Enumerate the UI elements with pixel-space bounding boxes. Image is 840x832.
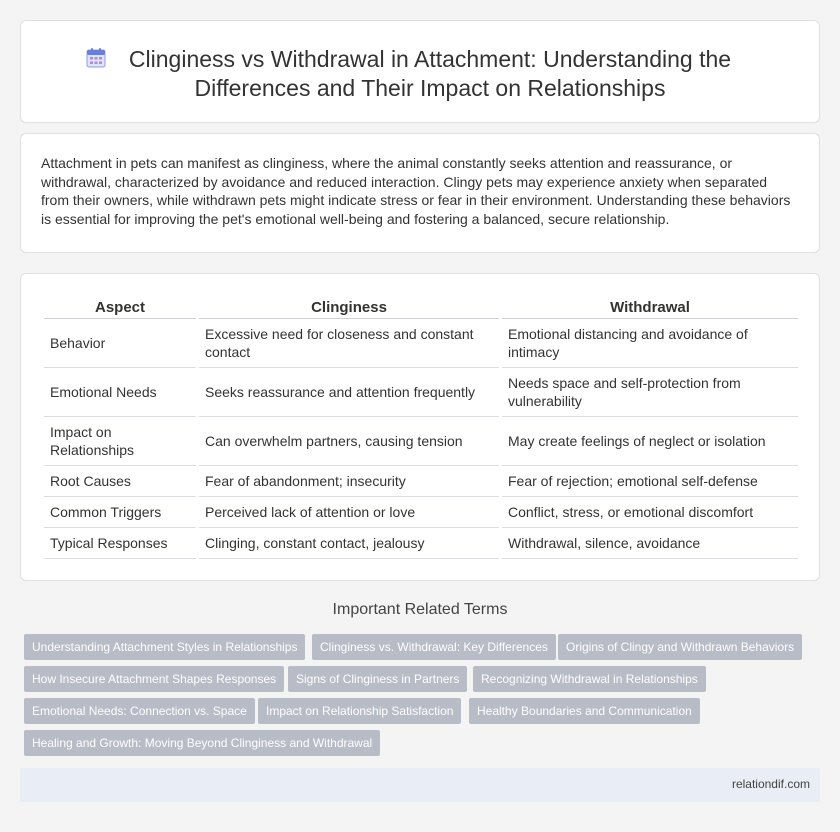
page-title xyxy=(81,45,779,103)
header-clinginess: Clinginess xyxy=(199,297,499,319)
cell-clinginess: Perceived lack of attention or love xyxy=(199,497,499,528)
related-tag[interactable]: Emotional Needs: Connection vs. Space xyxy=(24,698,255,724)
footer xyxy=(20,768,820,802)
page-title-line-2: Differences and Their Impact on Relationships xyxy=(194,75,666,101)
intro-card xyxy=(20,133,820,253)
table-row xyxy=(44,319,798,368)
cell-clinginess: Fear of abandonment; insecurity xyxy=(199,466,499,497)
cell-aspect: Typical Responses xyxy=(44,528,196,559)
cell-clinginess: Seeks reassurance and attention frequently xyxy=(199,368,499,417)
related-tag[interactable]: Clinginess vs. Withdrawal: Key Differences xyxy=(312,634,556,660)
related-tag[interactable]: Impact on Relationship Satisfaction xyxy=(258,698,461,724)
intro-paragraph: Attachment in pets can manifest as clinginess, where the animal constantly seeks attention and reassurance, or withdrawal, characterized by avoidance and reduced interaction. Clingy pets may experience anxiety when separated from their owners, while withdrawn pets might indicate stress or fear in their environment. Understanding these behaviors is essential for improving the pet's emotional well-being and fostering a balanced, secure relationship. xyxy=(41,155,791,227)
related-tag[interactable]: Healthy Boundaries and Communication xyxy=(469,698,700,724)
table-row xyxy=(44,368,798,417)
related-tag[interactable]: How Insecure Attachment Shapes Responses xyxy=(24,666,284,692)
related-tag[interactable]: Recognizing Withdrawal in Relationships xyxy=(473,666,706,692)
related-tag[interactable]: Origins of Clingy and Withdrawn Behaviors xyxy=(558,634,802,660)
cell-aspect: Root Causes xyxy=(44,466,196,497)
cell-withdrawal: Needs space and self-protection from vulnerability xyxy=(502,368,798,417)
cell-withdrawal: Fear of rejection; emotional self-defense xyxy=(502,466,798,497)
cell-clinginess: Can overwhelm partners, causing tension xyxy=(199,417,499,466)
cell-aspect: Emotional Needs xyxy=(44,368,196,417)
related-tag[interactable]: Understanding Attachment Styles in Relationships xyxy=(24,634,305,660)
cell-withdrawal: May create feelings of neglect or isolation xyxy=(502,417,798,466)
footer-site-link[interactable]: relationdif.com xyxy=(731,777,810,791)
related-terms-heading: Important Related Terms xyxy=(332,601,508,618)
header-withdrawal: Withdrawal xyxy=(502,297,798,319)
cell-withdrawal: Withdrawal, silence, avoidance xyxy=(502,528,798,559)
cell-withdrawal: Conflict, stress, or emotional discomfort xyxy=(502,497,798,528)
comparison-card xyxy=(20,273,820,581)
cell-aspect: Impact on Relationships xyxy=(44,417,196,466)
table-header-row xyxy=(44,297,798,319)
cell-aspect: Common Triggers xyxy=(44,497,196,528)
table-row xyxy=(44,466,798,497)
table-row xyxy=(44,417,798,466)
cell-withdrawal: Emotional distancing and avoidance of intimacy xyxy=(502,319,798,368)
header-aspect: Aspect xyxy=(44,297,196,319)
cell-clinginess: Excessive need for closeness and constant contact xyxy=(199,319,499,368)
related-tag[interactable]: Healing and Growth: Moving Beyond Clinginess and Withdrawal xyxy=(24,730,380,756)
table-row xyxy=(44,497,798,528)
cell-clinginess: Clinging, constant contact, jealousy xyxy=(199,528,499,559)
table-row xyxy=(44,528,798,559)
related-tag[interactable]: Signs of Clinginess in Partners xyxy=(288,666,467,692)
cell-aspect: Behavior xyxy=(44,319,196,368)
title-card xyxy=(20,20,820,123)
comparison-table xyxy=(41,297,801,559)
page-title-line-1: Clinginess vs Withdrawal in Attachment: Understanding the xyxy=(128,46,732,72)
